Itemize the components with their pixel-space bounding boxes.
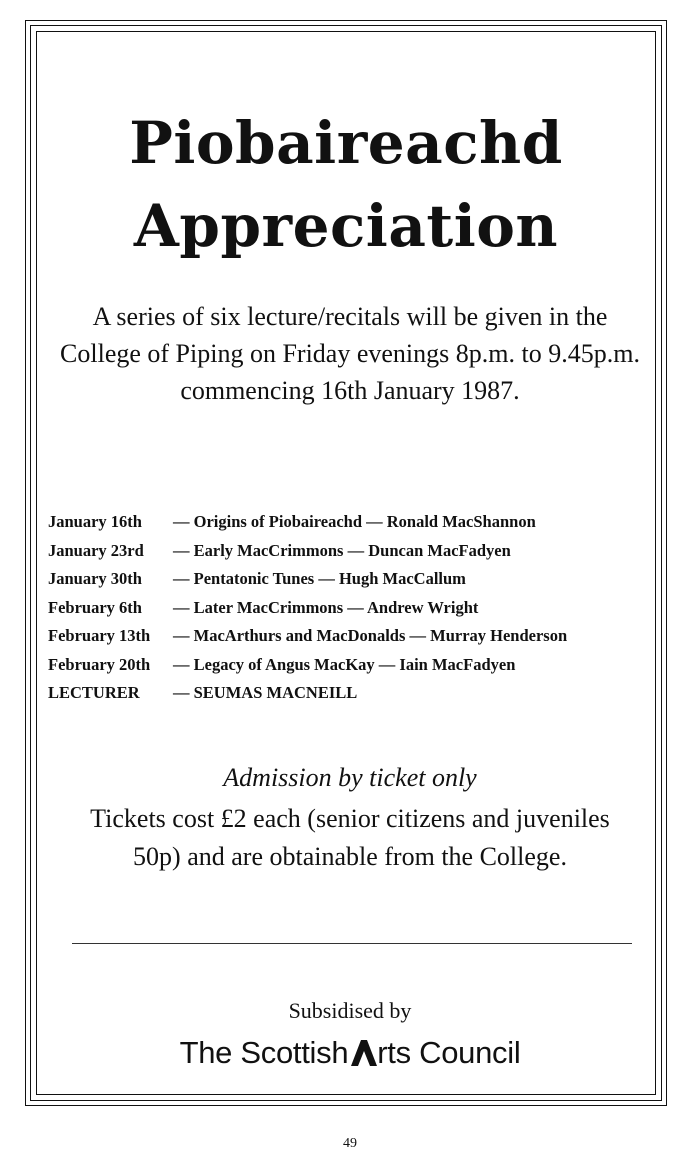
- schedule-row: [48, 594, 668, 623]
- schedule-row: [48, 651, 668, 680]
- schedule-details: — Later MacCrimmons — Andrew Wright: [173, 597, 479, 617]
- schedule-details: — Pentatonic Tunes — Hugh MacCallum: [173, 569, 466, 588]
- lecture-schedule: [48, 508, 668, 708]
- schedule-details: — MacArthurs and MacDonalds — Murray Henderson: [173, 626, 568, 645]
- schedule-details: — SEUMAS MACNEILL: [173, 683, 358, 702]
- schedule-row: [48, 622, 668, 651]
- arts-council-logo: [60, 1035, 640, 1071]
- schedule-date: January 30th: [48, 569, 142, 588]
- page-number: 49: [343, 1136, 357, 1151]
- ticket-info: Tickets cost £2 each (senior citizens and juveniles 50p) and are obtainable from the College.: [90, 804, 610, 871]
- council-name-prefix: The Scottish: [179, 1035, 349, 1070]
- schedule-date: February 6th: [48, 597, 142, 617]
- admission-note: Admission by ticket only: [223, 763, 477, 792]
- divider-line: [72, 943, 632, 944]
- schedule-date: February 13th: [48, 626, 151, 645]
- schedule-row: [48, 679, 668, 708]
- schedule-details: — Origins of Piobaireachd — Ronald MacShannon: [173, 512, 536, 531]
- council-name-suffix: rts Council: [377, 1035, 521, 1070]
- schedule-details: — Legacy of Angus MacKay — Iain MacFadyen: [173, 654, 516, 674]
- intro-paragraph: A series of six lecture/recitals will be given in the College of Piping on Friday evenings 8p.m. to 9.45p.m. commencing 16th January 1987.: [60, 302, 640, 405]
- arts-a-logo-icon: [351, 1040, 377, 1066]
- schedule-row: [48, 565, 668, 594]
- title-line-2: Appreciation: [133, 192, 559, 260]
- schedule-date: February 20th: [48, 654, 151, 674]
- subsidised-by: Subsidised by: [288, 998, 412, 1023]
- title-line-1: Piobaireachd: [129, 109, 563, 177]
- schedule-date: January 23rd: [48, 540, 144, 560]
- schedule-date: LECTURER: [48, 683, 140, 702]
- schedule-row: [48, 508, 668, 537]
- schedule-date: January 16th: [48, 512, 142, 531]
- schedule-details: — Early MacCrimmons — Duncan MacFadyen: [173, 540, 511, 560]
- schedule-row: [48, 537, 668, 566]
